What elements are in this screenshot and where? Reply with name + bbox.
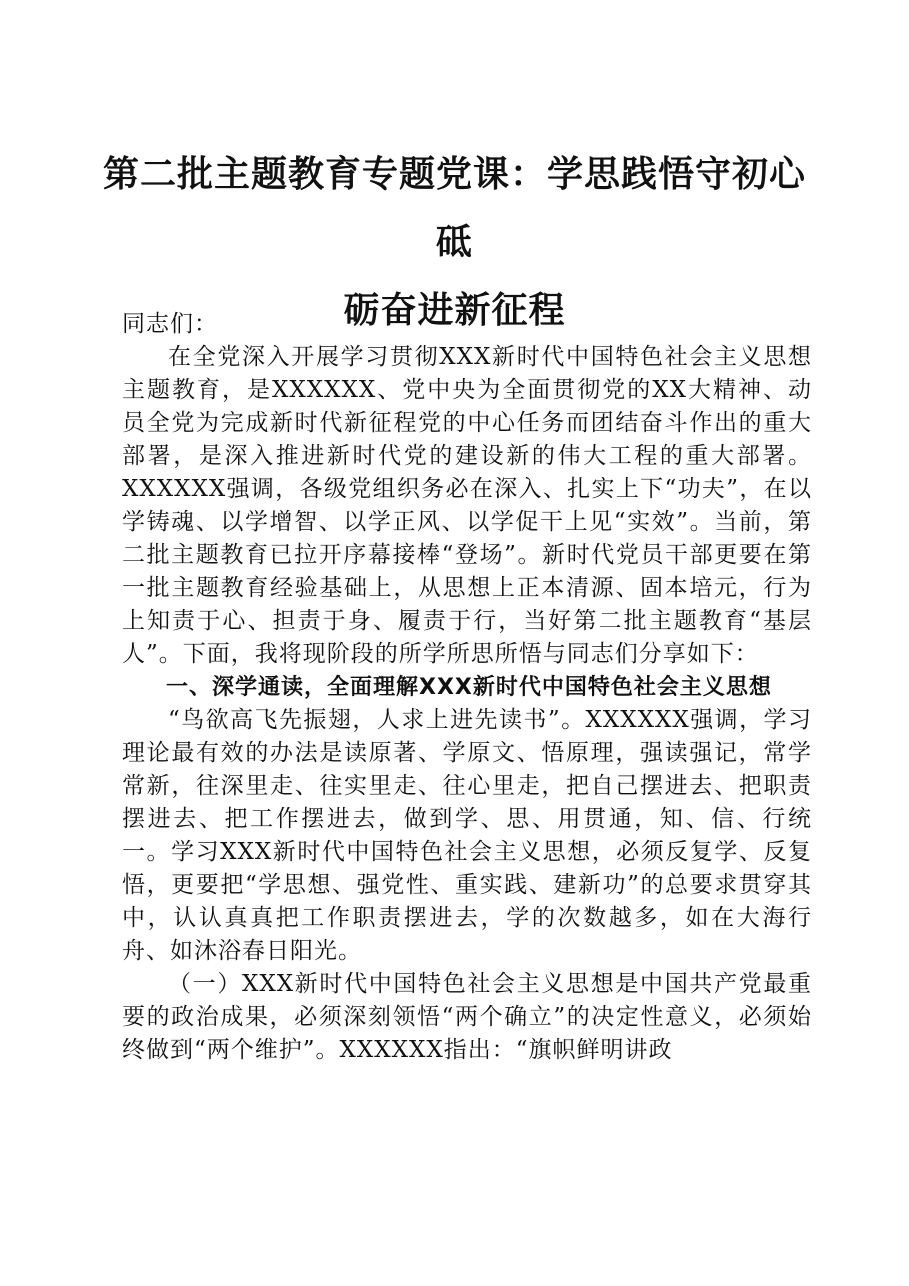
- document-body: [122, 308, 812, 1067]
- paragraph-section-1: “鸟欲高飞先振翅，人求上进先读书”。XXXXXX强调，学习理论最有效的办法是读原著、学原文、悟原理，强读强记，常学常新，往深里走、往实里走、往心里走，把自己摆进去、把职责摆进去、把工作摆进去，做到学、思、用贯通，知、信、行统一。学习XXX新时代中国特色社会主义思想，必须反复学、反复悟，更要把“学思想、强党性、重实践、建新功”的总要求贯穿其中，认认真真把工作职责摆进去，学的次数越多，如在大海行舟、如沐浴春日阳光。: [122, 707, 812, 964]
- salutation: 同志们：: [122, 311, 218, 337]
- title-line-2: 砺奋进新征程: [343, 289, 566, 331]
- title-line-1: 第二批主题教育专题党课：学思践悟守初心砥: [102, 153, 806, 263]
- section-heading-1: 一、深学通读，全面理解XXX新时代中国特色社会主义思想: [166, 675, 772, 700]
- paragraph-intro: 在全党深入开展学习贯彻XXX新时代中国特色社会主义思想主题教育，是XXXXXX、党中央为全面贯彻党的XX大精神、动员全党为完成新时代新征程党的中心任务而团结奋斗作出的重大部署，是深入推进新时代党的建设新的伟大工程的重大部署。XXXXXX强调，各级党组织务必在深入、扎实上下“功夫”，在以学铸魂、以学增智、以学正风、以学促干上见“实效”。当前，第二批主题教育已拉开序幕接棒“登场”。新时代党员干部更要在第一批主题教育经验基础上，从思想上正本清源、固本培元，行为上知责于心、担责于身、履责于行，当好第二批主题教育“基层人”。下面，我将现阶段的所学所思所悟与同志们分享如下：: [122, 344, 812, 667]
- paragraph-subsection-1: （一）XXX新时代中国特色社会主义思想是中国共产党最重要的政治成果，必须深刻领悟“两个确立”的决定性意义，必须始终做到“两个维护”。XXXXXX指出：“旗帜鲜明讲政: [122, 971, 812, 1063]
